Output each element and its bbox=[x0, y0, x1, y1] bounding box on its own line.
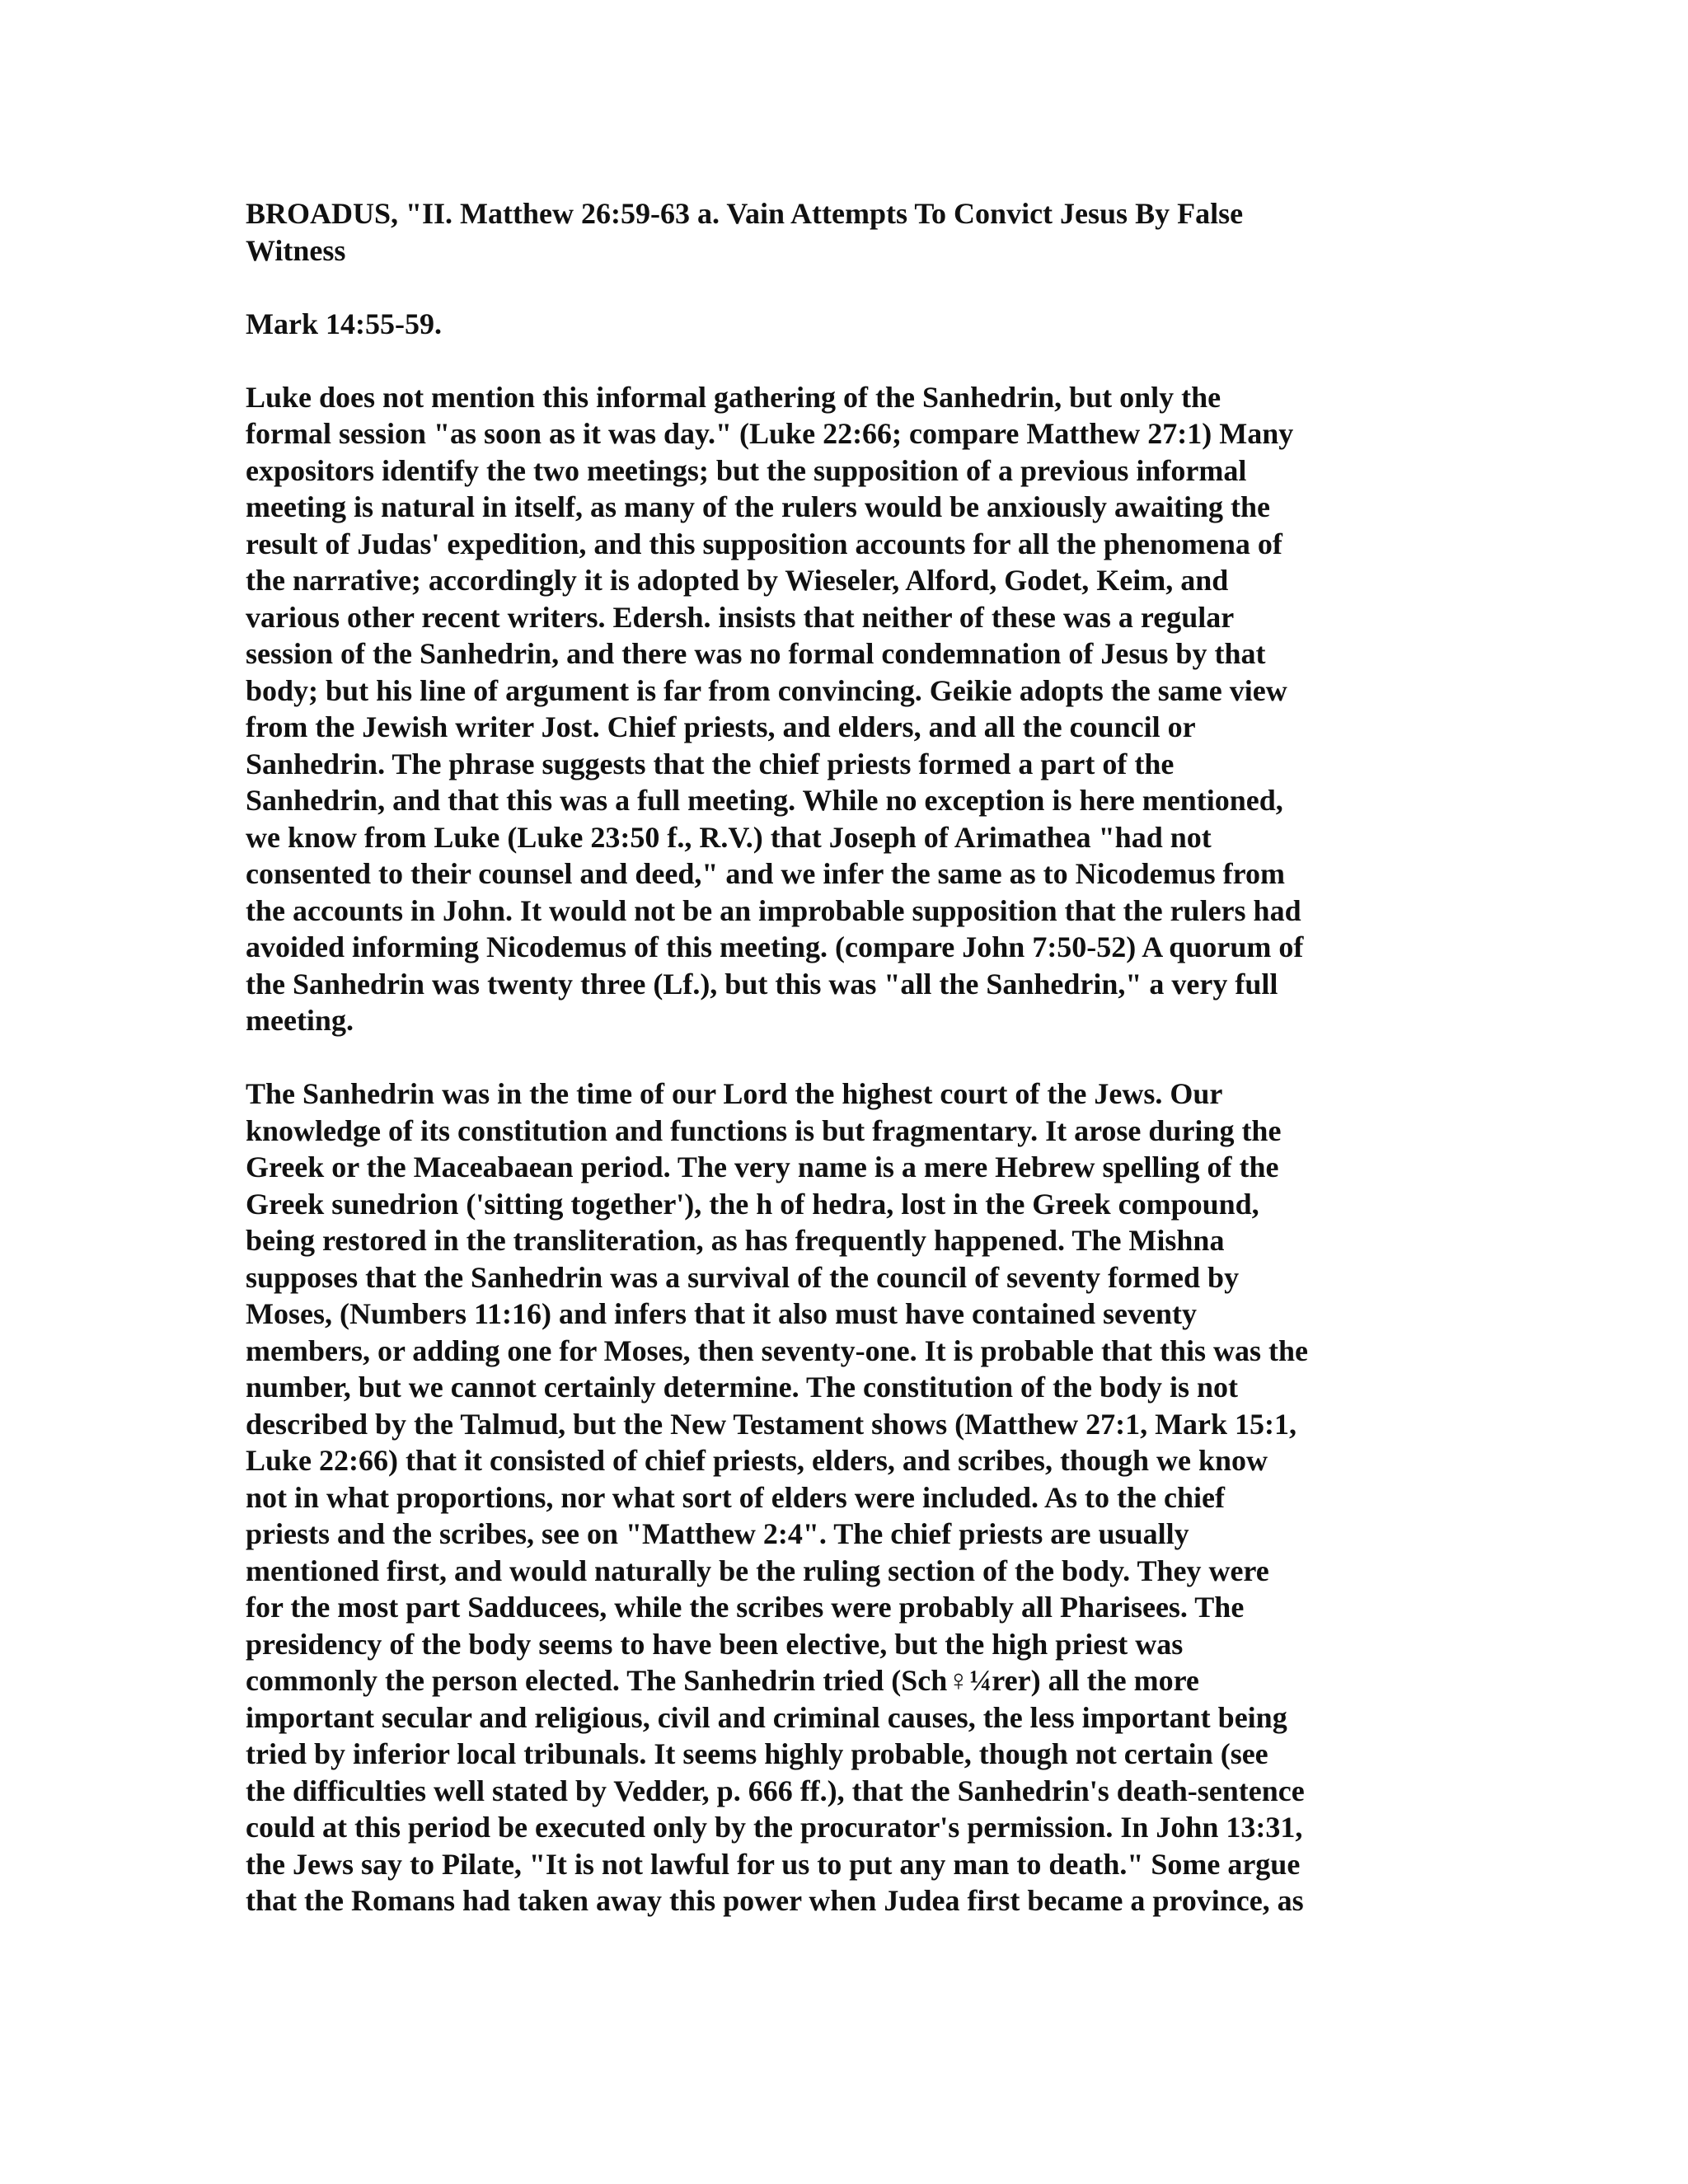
document-subheading: Mark 14:55-59. bbox=[246, 307, 442, 340]
document-heading: BROADUS, "II. Matthew 26:59-63 a. Vain Attempts To Convict Jesus By False Witness bbox=[246, 197, 1244, 267]
document-body bbox=[246, 195, 1439, 1956]
paragraph-informal-gathering: Luke does not mention this informal gathering of the Sanhedrin, but only the formal session "as soon as it was day." (Luke 22:66; compare Matthew 27:1) Many expositors identify the two meetings; but the supposition of a previous informal meeting is natural in itself, as many of the rulers would be anxiously awaiting the result of Judas' expedition, and this supposition accounts for all the phenomena of the narrative; accordingly it is adopted by Wieseler, Alford, Godet, Keim, and various other recent writers. Edersh. insists that neither of these was a regular session of the Sanhedrin, and there was no formal condemnation of Jesus by that body; but his line of argument is far from convincing. Geikie adopts the same view from the Jewish writer Jost. Chief priests, and elders, and all the council or Sanhedrin. The phrase suggests that the chief priests formed a part of the Sanhedrin, and that this was a full meeting. While no exception is here mentioned, we know from Luke (Luke 23:50 f., R.V.) that Joseph of Arimathea "had not consented to their counsel and deed," and we infer the same as to Nicodemus from the accounts in John. It would not be an improbable supposition that the rulers had avoided informing Nicodemus of this meeting. (compare John 7:50-52) A quorum of the Sanhedrin was twenty three (Lf.), but this was "all the Sanhedrin," a very full meeting. bbox=[246, 380, 1304, 1037]
paragraph-sanhedrin-description: The Sanhedrin was in the time of our Lord the highest court of the Jews. Our knowledge of its constitution and functions is but fragmentary. It arose during the Greek or the Maceabaean period. The very name is a mere Hebrew spelling of the Greek sunedrion ('sitting together'), the h of hedra, lost in the Greek compound, being restored in the transliteration, as has frequently happened. The Mishna supposes that the Sanhedrin was a survival of the council of seventy formed by Moses, (Numbers 11:16) and infers that it also must have contained seventy members, or adding one for Moses, then seventy-one. It is probable that this was the number, but we cannot certainly determine. The constitution of the body is not described by the Talmud, but the New Testament shows (Matthew 27:1, Mark 15:1, Luke 22:66) that it consisted of chief priests, elders, and scribes, though we know not in what proportions, nor what sort of elders were included. As to the chief priests and the scribes, see on "Matthew 2:4". The chief priests are usually mentioned first, and would naturally be the ruling section of the body. They were for the most part Sadducees, while the scribes were probably all Pharisees. The presidency of the body seems to have been elective, but the high priest was commonly the person elected. The Sanhedrin tried (Sch♀¼rer) all the more important secular and religious, civil and criminal causes, the less important being tried by inferior local tribunals. It seems highly probable, though not certain (see the difficulties well stated by Vedder, p. 666 ff.), that the Sanhedrin's death-sentence could at this period be executed only by the procurator's permission. In John 13:31, the Jews say to Pilate, "It is not lawful for us to put any man to death." Some argue that the Romans had taken away this power when Judea first became a province, as bbox=[246, 1077, 1309, 1917]
